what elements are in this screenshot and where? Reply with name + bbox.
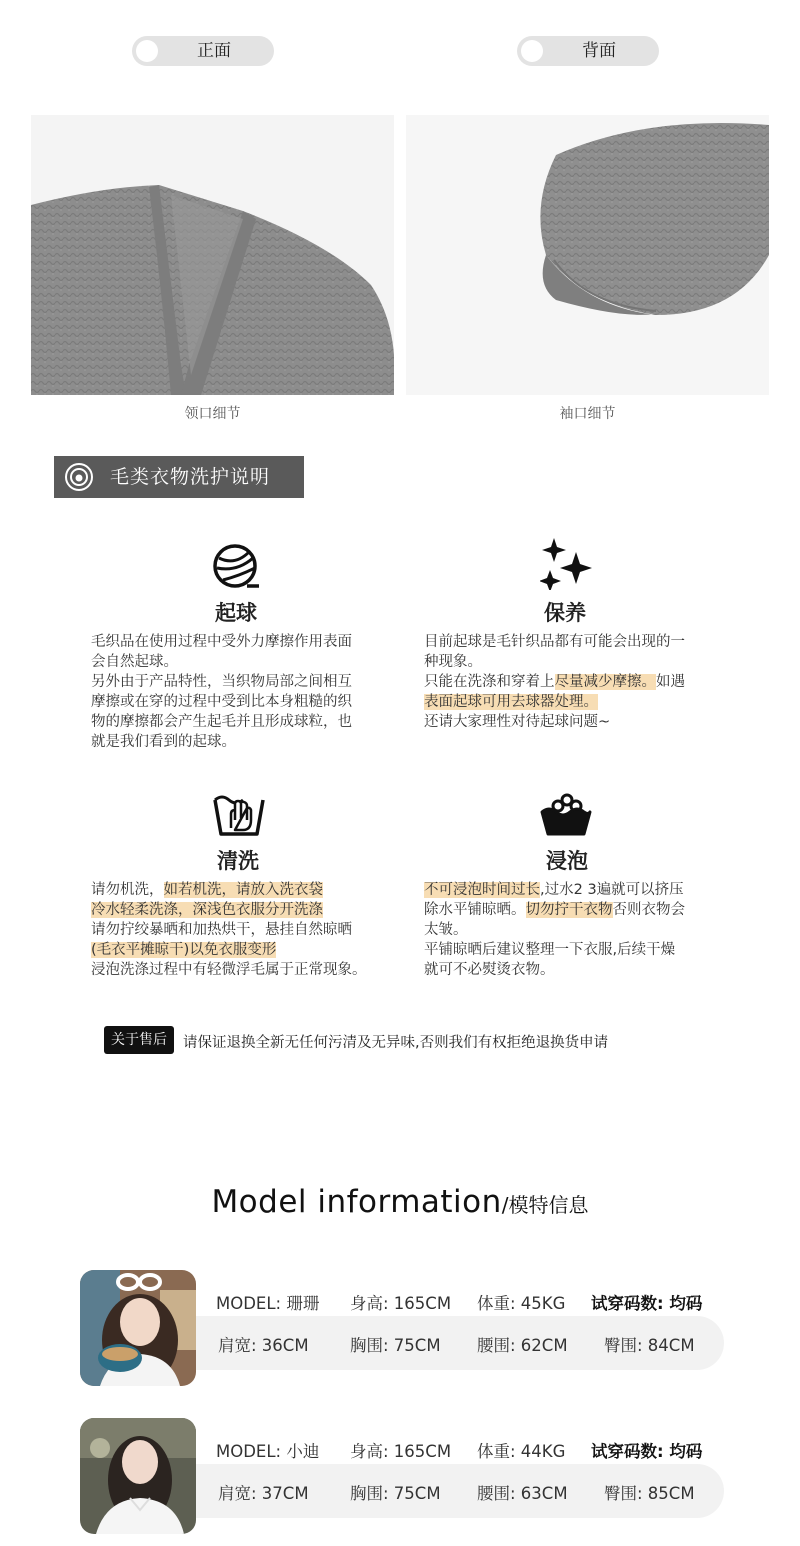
model-2-height: 身高: 165CM: [350, 1442, 452, 1461]
toggle-knob: [136, 40, 158, 62]
pilling-heading: 起球: [215, 601, 257, 625]
model-2-size: 试穿码数: 均码: [591, 1442, 703, 1461]
model-2-avatar: [80, 1418, 196, 1534]
model-1-name: MODEL: 珊珊: [216, 1294, 320, 1313]
yarn-ball-icon: [211, 542, 263, 594]
toggle-knob: [521, 40, 543, 62]
care-section-title: [54, 456, 304, 498]
model-2-chest: 胸围: 75CM: [350, 1484, 441, 1503]
cuff-detail-caption: 袖口细节: [559, 406, 616, 422]
model-1-height: 身高: 165CM: [350, 1294, 452, 1313]
model-info-title-cn: /模特信息: [501, 1193, 589, 1217]
model-2-hip: 臀围: 85CM: [604, 1484, 695, 1503]
front-view-toggle[interactable]: [132, 36, 274, 66]
care-section-title-text: 毛类衣物洗护说明: [110, 466, 271, 488]
model-1-weight: 体重: 45KG: [477, 1294, 566, 1313]
model-1-size: 试穿码数: 均码: [591, 1294, 703, 1313]
soaking-text: 不可浸泡时间过长,过水2 3遍就可以挤压 除水平铺晾晒。切勿拧干衣物否则衣物会 太皱。 平铺晾晒后建议整理一下衣服,后续干燥 就可不必熨烫衣物。: [424, 882, 685, 978]
after-sales-text: 请保证退换全新无任何污清及无异味,否则我们有权拒绝退换货申请: [183, 1035, 609, 1051]
soaking-heading: 浸泡: [546, 849, 588, 873]
after-sales-badge: 关于售后: [104, 1026, 174, 1054]
hand-wash-icon: [213, 790, 265, 842]
model-2-weight: 体重: 44KG: [477, 1442, 566, 1461]
washing-text: 请勿机洗，如若机洗，请放入洗衣袋 冷水轻柔洗涤，深浅色衣服分开洗涤 请勿拧绞暴晒和加热烘干，悬挂自然晾晒 (毛衣平摊晾干)以免衣服变形 浸泡洗涤过程中有轻微浮毛属于正常现象。: [91, 882, 367, 978]
collar-detail-photo: [31, 115, 394, 395]
model-2-name: MODEL: 小迪: [216, 1442, 320, 1461]
sheep-icon: [64, 462, 94, 492]
washing-heading: 清洗: [217, 849, 259, 873]
model-1-waist: 腰围: 62CM: [477, 1336, 568, 1355]
model-1-hip: 臀围: 84CM: [604, 1336, 695, 1355]
model-info-title: [0, 1184, 800, 1220]
pilling-text: 毛织品在使用过程中受外力摩擦作用表面 会自然起球。 另外由于产品特性，当织物局部之间相互 摩擦或在穿的过程中受到比本身粗糙的织 物的摩擦都会产生起毛并且形成球粒，也 就是我们看到的起球。: [91, 634, 352, 750]
model-2-shoulder: 肩宽: 37CM: [218, 1484, 309, 1503]
back-view-label: 背面: [582, 41, 616, 61]
model-info-title-en: Model information: [211, 1184, 502, 1220]
back-view-toggle[interactable]: [517, 36, 659, 66]
cuff-detail-photo: [406, 115, 769, 395]
soak-icon: [540, 792, 592, 844]
model-1-shoulder: 肩宽: 36CM: [218, 1336, 309, 1355]
model-1-chest: 胸围: 75CM: [350, 1336, 441, 1355]
collar-detail-caption: 领口细节: [184, 406, 241, 422]
model-2-waist: 腰围: 63CM: [477, 1484, 568, 1503]
maintenance-text: 目前起球是毛针织品都有可能会出现的一 种现象。 只能在洗涤和穿着上尽量减少摩擦。如遇 表面起球可用去球器处理。 还请大家理性对待起球问题~: [424, 634, 685, 730]
maintenance-heading: 保养: [544, 601, 586, 625]
sparkle-icon: [540, 538, 592, 590]
front-view-label: 正面: [197, 41, 231, 61]
model-1-avatar: [80, 1270, 196, 1386]
